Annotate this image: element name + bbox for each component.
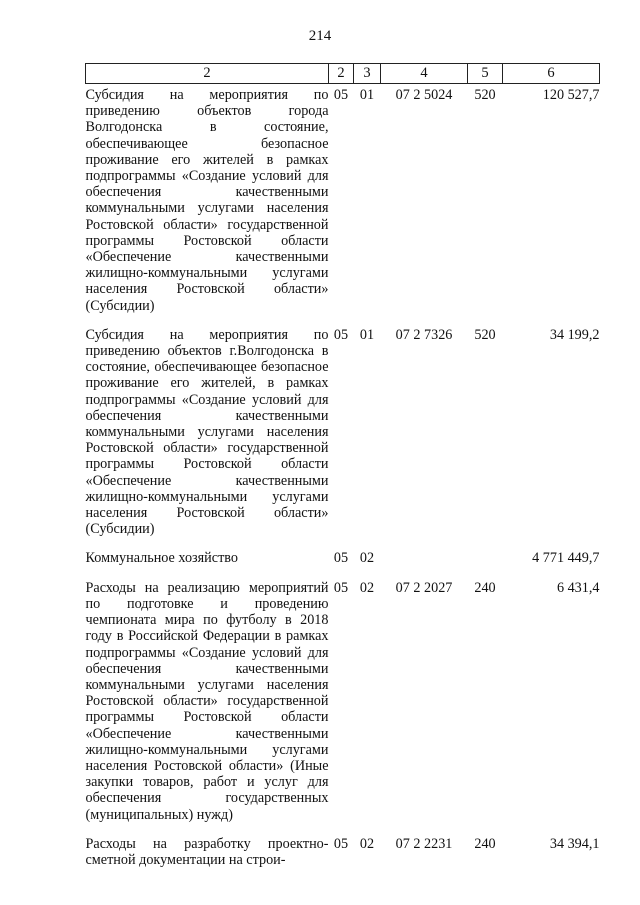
header-cell-name: 2 (86, 64, 329, 84)
row-target-article: 07 2 5024 (395, 87, 453, 103)
header-cell-target-article: 4 (381, 64, 468, 84)
row-subsection: 02 (359, 579, 375, 596)
row-target-article: 07 2 7326 (395, 326, 453, 343)
row-amount: 6 431,4 (556, 579, 600, 596)
row-name: Коммунальное хозяйство (85, 550, 238, 567)
page-number: 214 (308, 28, 332, 44)
row-section: 05 (333, 87, 349, 103)
table-row (86, 550, 600, 579)
row-amount: 4 771 449,7 (532, 550, 600, 567)
row-target-article (381, 550, 468, 579)
row-expense-type: 520 (474, 87, 496, 103)
row-expense-type: 520 (474, 326, 496, 343)
row-section: 05 (333, 550, 349, 567)
row-name: Субсидия на мероприятия по приведению объектов г.Волгодонска в состояние, обеспечивающее безопасное проживание его жителей, в рамках подпрограммы «Создание условий для обеспечения качественными коммунальными услугами населения Ростовской области» государственной программы Ростовской области «Обеспечение качественными жилищно-коммунальными услугами населения Ростовской области» (Субсидии) (85, 326, 329, 538)
table-row (86, 836, 600, 868)
table-row (86, 327, 600, 551)
row-name: Расходы на реализацию мероприятий по подготовке и проведению чемпионата мира по футболу в 2018 году в Российской Федерации в рамках подпрограммы «Создание условий для обеспечения качественными коммунальными услугами населения Ростовской области» государственной программы Ростовской области «Обеспечение качественными жилищно-коммунальными услугами населения Ростовской области» (Иные закупки товаров, работ и услуг для обеспечения государственных (муниципальных) нужд) (85, 579, 329, 823)
row-amount: 34 394,1 (549, 835, 600, 852)
row-target-article: 07 2 2231 (395, 835, 453, 852)
row-amount: 34 199,2 (549, 326, 600, 343)
row-subsection: 02 (359, 835, 375, 852)
row-subsection: 01 (359, 87, 375, 103)
budget-table (85, 63, 600, 868)
row-section: 05 (333, 835, 349, 852)
header-cell-amount: 6 (503, 64, 600, 84)
header-cell-section: 2 (329, 64, 354, 84)
row-subsection: 02 (359, 550, 375, 567)
row-expense-type: 240 (474, 579, 496, 596)
row-name: Субсидия на мероприятия по приведению объектов города Волгодонска в состояние, обеспечивающее безопасное проживание его жителей в рамках подпрограммы «Создание условий для обеспечения качественными коммунальными услугами населения Ростовской области» государственной программы Ростовской области «Обеспечение качественными жилищно-коммунальными услугами населения Ростовской области» (Субсидии) (85, 87, 329, 314)
table-header-row (86, 64, 600, 84)
row-expense-type (468, 550, 503, 579)
table-row (86, 580, 600, 836)
row-name: Расходы на разработку проектно-сметной документации на строи- (85, 835, 329, 868)
row-target-article: 07 2 2027 (395, 579, 453, 596)
row-expense-type: 240 (474, 835, 496, 852)
row-amount: 120 527,7 (542, 87, 600, 103)
table-row (86, 84, 600, 327)
row-section: 05 (333, 326, 349, 343)
header-cell-expense-type: 5 (468, 64, 503, 84)
header-cell-subsection: 3 (354, 64, 381, 84)
row-section: 05 (333, 579, 349, 596)
row-subsection: 01 (359, 326, 375, 343)
